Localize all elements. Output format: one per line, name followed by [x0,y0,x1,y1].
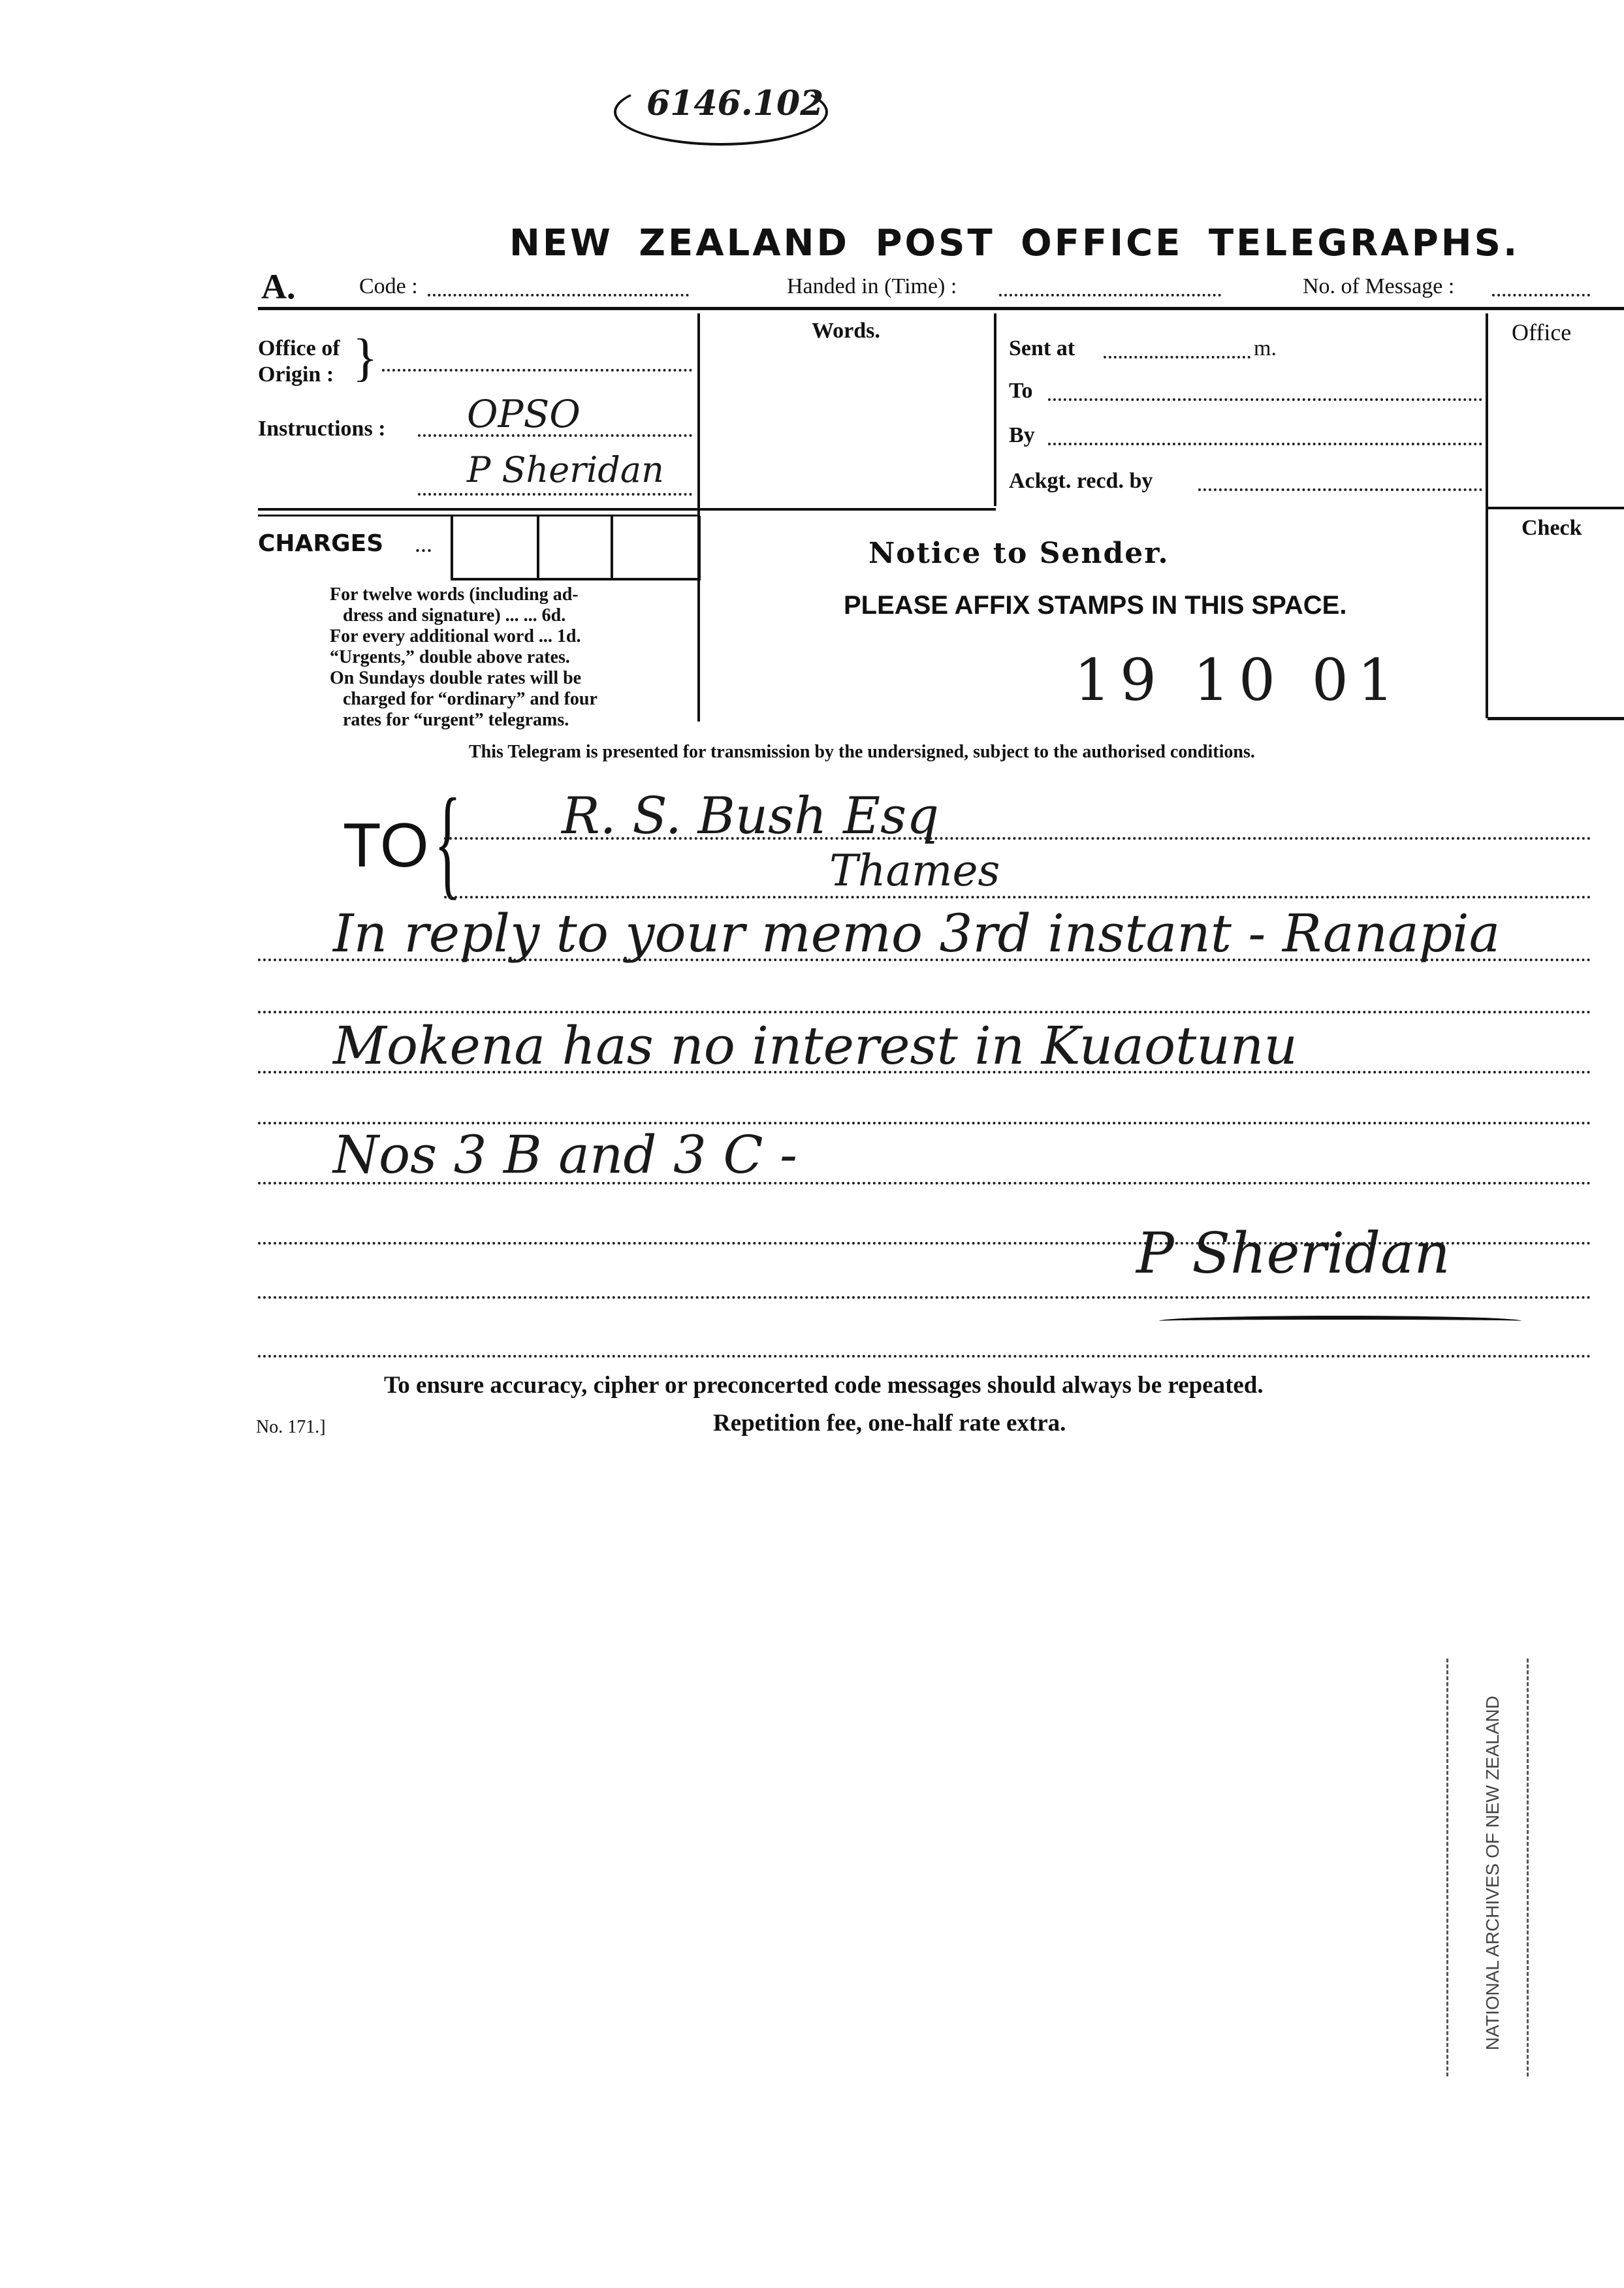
archive-stamp-text: NATIONAL ARCHIVES OF NEW ZEALAND [1482,1696,1503,2050]
sent-at-field[interactable] [1104,356,1250,358]
origin-field[interactable] [382,369,692,372]
instructions-signature: P Sheridan [467,449,664,490]
top-rule [258,307,1624,310]
check-bottom-rule [1488,717,1624,720]
form-letter: A. [261,267,296,306]
charges-box-divider-1 [537,516,539,578]
office-check-rule [1488,507,1624,509]
message-rule-1 [258,959,1591,961]
origin-label: Origin : [258,362,334,387]
charges-label: CHARGES [258,530,384,557]
office-of-label: Office of [258,336,340,360]
place-line[interactable] [444,896,1591,898]
instructions-field[interactable] [418,434,692,437]
form-title: NEW ZEALAND POST OFFICE TELEGRAPHS. [509,222,1520,264]
addressee-line[interactable] [444,837,1591,840]
check-label: Check [1521,516,1582,540]
message-no-label: No. of Message : [1303,274,1455,298]
message-rule-3 [258,1071,1591,1073]
addressee: R. S. Bush Esq [562,787,940,846]
rate-line-7: rates for “urgent” telegrams. [343,710,569,730]
rate-line-5: On Sundays double rates will be [330,668,582,688]
to-label: To [1009,379,1033,403]
instructions-label: Instructions : [258,417,386,441]
message-rule-7 [258,1296,1591,1299]
to-block-label: TO [343,810,429,880]
code-field[interactable] [428,294,689,296]
reference-number: 6146.102 [646,84,824,123]
by-field[interactable] [1048,443,1482,445]
office-label: Office [1512,319,1572,345]
rate-line-2: dress and signature) ... ... 6d. [343,605,566,626]
charges-box-divider-2 [611,516,613,578]
message-rule-2 [258,1011,1591,1013]
notice-subtitle: PLEASE AFFIX STAMPS IN THIS SPACE. [844,591,1347,620]
message-no-field[interactable] [1492,294,1590,296]
rate-line-1: For twelve words (including ad- [330,584,579,605]
footer-line-1: To ensure accuracy, cipher or preconcerted code messages should always be repeated. [384,1372,1264,1399]
by-label: By [1009,423,1035,447]
message-line-2: Mokena has no interest in Kuaotunu [333,1015,1298,1076]
signature: P Sheridan [1136,1221,1450,1286]
ackgt-field[interactable] [1198,488,1482,491]
addressee-place: Thames [829,846,1000,896]
sent-at-suffix: m. [1254,336,1277,360]
middle-rule-left [258,508,996,511]
notice-date: 19 10 01 [1074,646,1403,714]
words-label: Words. [812,319,880,343]
message-rule-8 [258,1355,1591,1358]
to-field[interactable] [1048,398,1482,401]
rate-line-3: For every additional word ... 1d. [330,626,581,646]
divider-words-sent [994,313,996,506]
message-line-3: Nos 3 B and 3 C - [333,1124,798,1185]
handed-in-label: Handed in (Time) : [787,274,957,298]
ackgt-label: Ackgt. recd. by [1009,469,1153,493]
notice-title: Notice to Sender. [868,537,1170,570]
message-rule-5 [258,1182,1591,1184]
handed-in-field[interactable] [999,294,1221,296]
signature-underline [1159,1316,1521,1326]
sent-at-label: Sent at [1009,336,1075,360]
footer-form-no: No. 171.] [256,1417,326,1437]
origin-brace: } [353,329,378,387]
charges-ellipsis: ... [415,531,432,557]
to-block-brace: { [434,774,462,911]
instructions-value: OPSO [467,392,581,436]
charges-boxes[interactable] [451,516,701,580]
instructions-field-2[interactable] [418,493,692,496]
message-line-1: In reply to your memo 3rd instant - Ranapia [333,903,1501,964]
code-label: Code : [359,274,418,298]
presented-text: This Telegram is presented for transmission by the undersigned, subject to the authorised conditions. [469,742,1255,762]
divider-sent-office [1486,313,1488,718]
footer-line-2: Repetition fee, one-half rate extra. [713,1410,1066,1437]
rate-line-4: “Urgents,” double above rates. [330,647,570,667]
rate-line-6: charged for “ordinary” and four [343,689,597,709]
